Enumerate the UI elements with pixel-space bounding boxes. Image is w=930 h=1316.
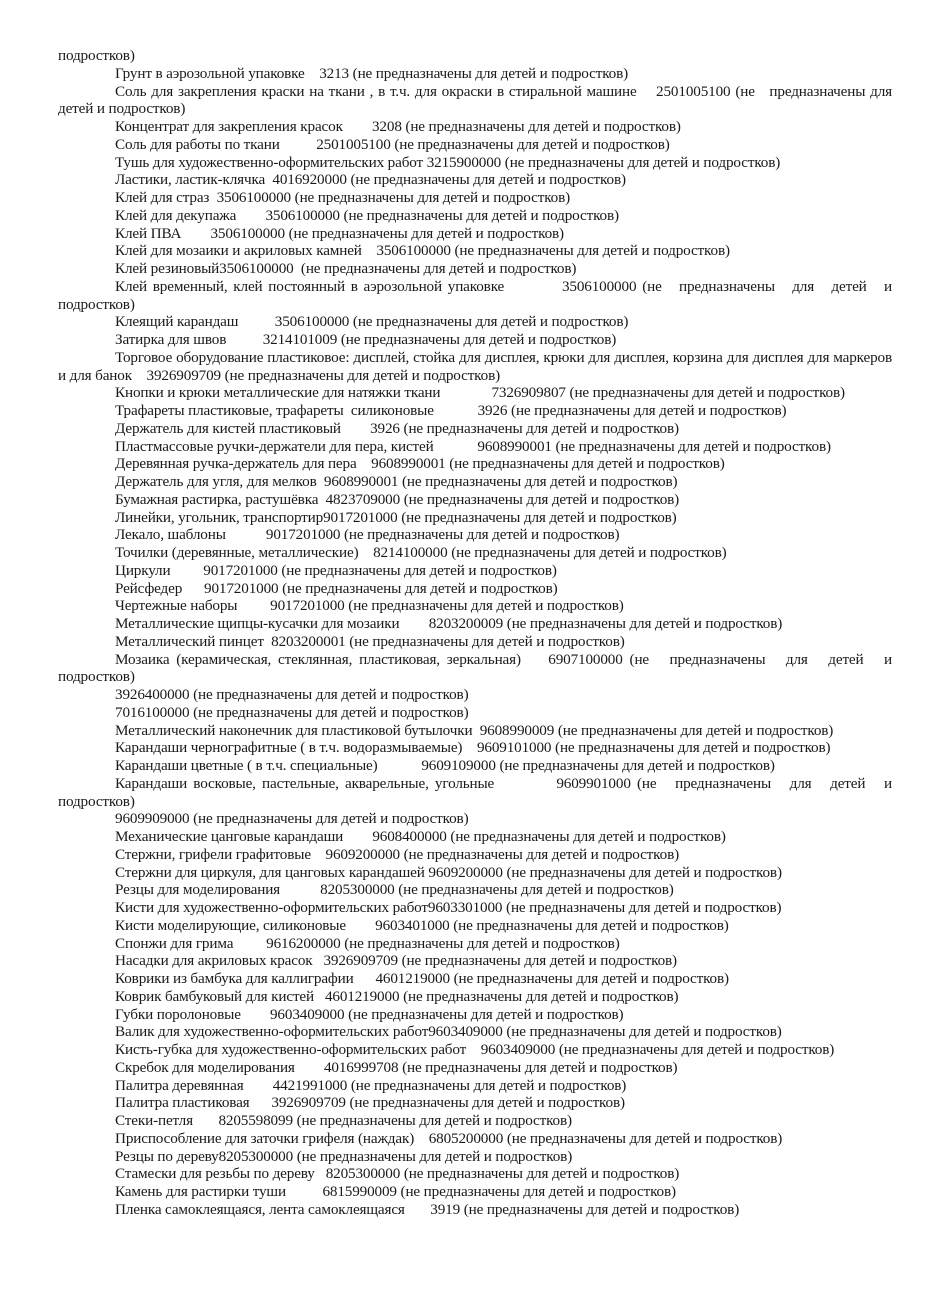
tn-ved-code: 9609109000 [421,757,496,774]
product-name: Трафареты пластиковые, трафареты силиконовые [115,402,434,419]
age-restriction-note: (не предназначены для детей и подростков) [58,650,896,686]
product-entry [58,491,892,509]
product-name: Металлические щипцы-кусачки для мозаики [115,615,400,632]
product-name: Коврик бамбуковый для кистей [115,987,314,1005]
age-restriction-note: (не предназначены для детей и подростков) [569,384,845,402]
product-name: Металлический пинцет [115,632,264,650]
age-restriction-note: (не предназначены для детей и подростков) [403,845,679,863]
product-name: Точилки (деревянные, металлические) [115,544,359,561]
product-entry [58,260,892,278]
age-restriction-note: (не предназначены для детей и подростков) [281,561,557,579]
product-name: Соль для работы по ткани [115,135,280,153]
product-entry [58,810,892,828]
spacer [193,1112,219,1129]
product-entry [58,757,892,775]
product-entry [58,704,892,722]
spacer [354,970,376,987]
spacer [414,1130,429,1147]
tn-ved-code: 9603401000 [375,916,450,934]
age-restriction-note: (не предназначены для детей и подростков) [454,242,730,260]
tn-ved-code: 6805200000 [428,1129,504,1147]
age-restriction-note: (не предназначены для детей и подростков) [348,1005,624,1023]
tn-ved-code: 6815990009 [322,1183,397,1200]
tn-ved-code: 7326909807 [491,384,566,402]
product-name: Клей для мозаики и акриловых камней [115,242,362,260]
product-name: Резцы по дереву [115,1147,219,1165]
spacer [286,1183,322,1200]
tn-ved-code: 9017201000 [203,561,278,579]
age-restriction-note: (не предназначены для детей и подростков) [504,153,781,171]
product-name: Клей временный, клей постоянный в аэрозольной упаковке [115,277,505,295]
product-name: Клей для страз [115,189,210,206]
product-entry [58,207,892,225]
spacer [362,242,377,259]
product-name: Клей ПВА [115,224,182,242]
tn-ved-code: 9616200000 [266,934,341,952]
product-entry [58,1148,892,1166]
product-entry [58,970,892,988]
age-restriction-note: (не предназначены для детей и подростков) [398,881,674,899]
spacer [504,278,562,295]
spacer [318,491,325,508]
age-restriction-note: (не предназначены для детей и подростков) [193,810,469,828]
tn-ved-code: 4823709000 [325,490,401,508]
product-entry [58,225,892,243]
product-entry [58,1130,892,1148]
spacer [357,455,372,472]
spacer [378,757,422,774]
continuation-line: подростков) [58,47,135,64]
tn-ved-code: 9017201000 [270,597,345,615]
age-restriction-note: (не предназначены для детей и подростков) [555,437,831,455]
spacer [170,562,203,579]
spacer [494,775,556,792]
age-restriction-note: (не предназначены для детей и подростков) [348,597,624,615]
product-entry [58,1023,892,1041]
product-entry [58,171,892,189]
product-name: Стержни для циркуля, для цанговых карандашей [115,863,425,881]
product-entry [58,686,892,704]
tn-ved-code: 2501005100 [656,82,731,100]
spacer [315,1165,326,1182]
product-name: Стержни, грифели графитовые [115,845,311,863]
age-restriction-note: (не предназначены для детей и подростков) [340,331,617,348]
document-page [58,47,896,1219]
tn-ved-code: 3926400000 [115,686,190,703]
age-restriction-note: (не предназначены для детей и подростков) [58,774,896,810]
product-name: Металлический наконечник для пластиковой бутылочки [115,721,473,739]
spacer [295,1059,324,1076]
tn-ved-code: 3506100000 [219,260,294,277]
product-entry [58,615,892,633]
product-name: Насадки для акриловых красок [115,952,313,970]
tn-ved-code: 3208 [371,118,402,135]
spacer [238,313,274,330]
product-name: Карандаши восковые, пастельные, акварельные, угольные [115,774,495,792]
product-entry [58,935,892,953]
spacer [434,402,478,419]
product-name: Деревянная ручка-держатель для пера [115,455,357,473]
tn-ved-code: 9609101000 [476,739,552,757]
product-entry [58,455,892,473]
tn-ved-code: 9609909000 [115,810,190,828]
product-entry [58,1041,892,1059]
product-name: Грунт в аэрозольной упаковке [115,64,305,82]
product-name: Спонжи для грима [115,934,234,952]
tn-ved-code: 8205598099 [218,1112,293,1129]
spacer [241,1006,270,1023]
tn-ved-code: 7016100000 [115,703,190,721]
product-name: Камень для растирки туши [115,1183,286,1200]
product-entry [58,1006,892,1024]
product-name: Карандаши чернографитные ( в т.ч. водоразмываемые) [115,739,463,757]
tn-ved-code: 9603409000 [269,1005,345,1023]
product-name: Кнопки и крюки металлические для натяжки ткани [115,384,441,402]
product-entry [58,864,892,882]
tn-ved-code: 8203200001 [271,632,346,650]
product-name: Ластики, ластик-клячка [115,171,266,189]
product-entry [58,1059,892,1077]
tn-ved-code: 4016999708 [323,1058,399,1076]
tn-ved-code: 9017201000 [323,508,398,526]
product-entry [58,313,892,331]
product-entry [58,988,892,1006]
spacer [237,597,270,614]
product-entry [58,1112,892,1130]
product-name: Палитра пластиковая [115,1094,250,1112]
product-name: Держатель для угля, для мелков [115,473,317,490]
age-restriction-note: (не предназначены для детей и подростков) [282,579,558,597]
age-restriction-note: (не предназначены для детей и подростков) [506,899,782,916]
age-restriction-note: (не предназначены для детей и подростков) [349,1094,625,1112]
product-entry [58,189,892,207]
product-entry [58,633,892,651]
product-entry [58,402,892,420]
product-name: Карандаши цветные ( в т.ч. специальные) [115,757,378,774]
product-name: Тушь для художественно-оформительских работ [115,153,424,171]
tn-ved-code: 9608400000 [372,828,447,845]
tn-ved-code: 3506100000 [265,206,340,224]
product-entry [58,526,892,544]
product-name: Клей для декупажа [115,206,237,224]
age-restriction-note: (не предназначены для детей и подростков) [463,1200,740,1218]
spacer [244,1077,273,1094]
product-entry [58,722,892,740]
product-entry [58,118,892,136]
tn-ved-code: 3213 [319,64,349,82]
tn-ved-code: 3506100000 [210,224,285,242]
age-restriction-note: (не предназначены для детей и подростков) [352,313,629,331]
product-name: Палитра деревянная [115,1076,244,1094]
product-name: Торговое оборудование пластиковое: дисплей, стойка для дисплея, крюки для дисплея, корзина для дисплея для маркеров и для банок [58,348,896,384]
product-name: Мозаика (керамическая, стеклянная, пластиковая, зеркальная) [115,650,521,668]
product-name: Стамески для резьбы по дереву [115,1165,315,1183]
spacer [313,952,324,969]
age-restriction-note: (не предназначены для детей и подростков) [453,970,729,987]
age-restriction-note: (не предназначены для детей и подростков) [296,1112,572,1129]
age-restriction-note: (не предназначены для детей и подростков) [401,508,677,526]
spacer [341,420,370,437]
product-name: Кисть-губка для художественно-оформительских работ [115,1041,467,1058]
product-entry [58,65,892,83]
product-name: Резцы для моделирования [115,881,281,899]
product-entry [58,846,892,864]
product-entry [58,1094,892,1112]
tn-ved-code: 2501005100 [316,135,391,153]
product-entry [58,82,896,119]
product-list [58,64,896,1219]
tn-ved-code: 9603409000 [428,1023,503,1041]
product-entry [58,917,892,935]
spacer [226,526,266,543]
spacer [440,384,491,401]
product-entry [58,881,892,899]
age-restriction-note: (не предназначены для детей и подростков) [403,419,679,437]
product-entry [58,348,896,385]
age-restriction-note: (не предназначены для детей и подростков) [403,490,680,508]
age-restriction-note: (не предназначены для детей и подростков) [506,1129,783,1147]
product-entry [58,580,892,598]
age-restriction-note: (не предназначены для детей и подростков) [349,632,625,650]
tn-ved-code: 3506100000 [274,313,350,331]
spacer [236,207,265,224]
product-entry [58,544,892,562]
age-restriction-note: (не предназначены для детей и подростков) [344,526,620,544]
tn-ved-code: 9017201000 [204,579,279,597]
product-entry [58,650,896,687]
age-restriction-note: (не предназначены для детей и подростков) [511,402,787,419]
age-restriction-note: (не предназначены для детей и подростков) [343,206,619,224]
tn-ved-code: 4016920000 [272,171,347,189]
tn-ved-code: 3926 [370,419,400,437]
spacer [233,935,266,952]
tn-ved-code: 4601219000 [375,970,450,987]
age-restriction-note: (не предназначены для детей и подростков) [350,171,626,189]
tn-ved-code: 9608990001 [371,455,446,473]
age-restriction-note: (не предназначены для детей и подростков) [506,1023,782,1041]
tn-ved-code: 3506100000 [216,189,292,206]
tn-ved-code: 3214101009 [262,331,338,348]
product-entry [58,277,896,314]
tn-ved-code: 6907100000 [548,650,623,668]
product-entry [58,739,892,757]
product-name: Приспособление для заточки грифеля (наждак) [115,1129,415,1147]
tn-ved-code: 8205300000 [325,1165,401,1183]
tn-ved-code: 9609200000 [325,845,400,863]
product-name: Скребок для моделирования [115,1058,295,1076]
spacer [305,65,320,82]
tn-ved-code: 9017201000 [265,526,341,544]
age-restriction-note: (не предназначены для детей и подростков) [557,721,834,739]
age-restriction-note: (не предназначены для детей и подростков) [58,277,896,313]
product-entry [58,562,892,580]
tn-ved-code: 8205300000 [218,1147,294,1165]
spacer [182,580,204,597]
age-restriction-note: (не предназначены для детей и подростков) [403,1165,680,1183]
product-name: Затирка для швов [115,331,227,348]
product-entry [58,828,892,846]
spacer [521,651,548,668]
age-restriction-note: (не предназначены для детей и подростков) [224,366,501,384]
age-restriction-note: (не предназначены для детей и подростков) [403,987,679,1005]
age-restriction-note: (не предназначены для детей и подростков) [344,934,620,952]
age-restriction-note: (не предназначены для детей и подростков) [297,260,577,277]
product-name: Губки поролоновые [115,1005,241,1023]
tn-ved-code: 9608990009 [479,721,555,739]
spacer [343,118,372,135]
product-entry [58,952,892,970]
product-name: Валик для художественно-оформительских работ [115,1023,429,1041]
age-restriction-note: (не предназначены для детей и подростков) [193,703,469,721]
age-restriction-note: (не предназначены для детей и подростков) [288,224,564,242]
spacer [434,438,478,455]
spacer [637,83,656,100]
spacer [311,846,326,863]
tn-ved-code: 9608990001 [477,437,552,455]
product-name: Лекало, шаблоны [115,526,226,544]
tn-ved-code: 3926 [477,402,508,419]
age-restriction-note: (не предназначены для детей и подростков) [402,1058,678,1076]
age-restriction-note: (не предназначены для детей и подростков) [400,1183,676,1200]
product-name: Механические цанговые карандаши [115,828,344,845]
product-name: Циркули [115,561,171,579]
tn-ved-code: 4421991000 [272,1076,348,1094]
product-name: Держатель для кистей пластиковый [115,419,341,437]
product-name: Кисти моделирующие, силиконовые [115,916,346,934]
product-name: Пластмассовые ручки-держатели для пера, кистей [115,437,434,455]
product-name: Концентрат для закрепления красок [115,118,343,135]
spacer [462,739,477,756]
age-restriction-note: (не предназначены для детей и подростков) [506,615,783,632]
spacer [280,136,316,153]
product-entry [58,242,892,260]
product-entry [58,899,892,917]
tn-ved-code: 3926909709 [323,952,398,970]
product-name: Чертежные наборы [115,597,238,615]
tn-ved-code: 8205300000 [320,881,395,899]
product-entry [58,1077,892,1095]
tn-ved-code: 9609200000 [428,863,503,881]
tn-ved-code: 4601219000 [324,987,400,1005]
age-restriction-note: (не предназначены для детей и подростков) [58,82,896,118]
product-name: Пленка самоклеящаяся, лента самоклеящаяся [115,1200,405,1218]
spacer [181,225,210,242]
age-restriction-note: (не предназначены для детей и подростков) [402,473,678,490]
product-entry [58,1201,892,1219]
spacer [400,615,429,632]
product-entry [58,473,892,491]
spacer [405,1201,431,1218]
spacer [358,544,373,561]
tn-ved-code: 3506100000 [561,277,637,295]
product-name: Рейсфедер [115,579,183,597]
product-name: Бумажная растирка, растушёвка [115,490,319,508]
tn-ved-code: 9609901000 [556,774,631,792]
tn-ved-code: 3919 [430,1200,461,1218]
product-name: Клеящий карандаш [115,313,239,331]
tn-ved-code: 8214100000 [373,544,448,561]
product-name: Соль для закрепления краски на ткани , в т.ч. для окраски в стиральной машине [115,82,637,100]
age-restriction-note: (не предназначены для детей и подростков) [193,686,469,703]
product-name: Коврики из бамбука для каллиграфии [115,970,354,987]
spacer [343,828,372,845]
age-restriction-note: (не предназначены для детей и подростков) [450,828,726,845]
product-name: Стеки-петля [115,1112,193,1129]
spacer [226,331,262,348]
age-restriction-note: (не предназначены для детей и подростков) [401,952,677,970]
product-entry [58,597,892,615]
age-restriction-note: (не предназначены для детей и подростков) [350,1076,627,1094]
product-entry [58,154,892,172]
age-restriction-note: (не предназначены для детей и подростков) [558,1041,835,1058]
spacer [472,722,479,739]
spacer [209,189,216,206]
tn-ved-code: 9608990001 [323,473,399,490]
tn-ved-code: 9603409000 [480,1041,556,1058]
product-entry [58,331,892,349]
age-restriction-note: (не предназначены для детей и подростков) [405,118,681,135]
age-restriction-note: (не предназначены для детей и подростков) [449,455,725,473]
product-entry [58,420,892,438]
product-name: Кисти для художественно-оформительских работ [115,899,428,916]
tn-ved-code: 3506100000 [376,242,451,260]
tn-ved-code: 8203200009 [428,615,504,632]
product-name: Линейки, угольник, транспортир [115,508,324,526]
age-restriction-note: (не предназначены для детей и подростков) [451,544,727,561]
product-name: Клей резиновый [115,260,220,277]
spacer [280,881,320,898]
product-entry [58,136,892,154]
age-restriction-note: (не предназначены для детей и подростков) [499,757,775,774]
tn-ved-code: 3215900000 [426,153,502,171]
age-restriction-note: (не предназначены для детей и подростков) [555,739,831,757]
spacer [132,367,147,384]
tn-ved-code: 3926909709 [271,1094,346,1112]
product-entry [58,384,892,402]
spacer [346,917,375,934]
age-restriction-note: (не предназначены для детей и подростков) [506,863,782,881]
age-restriction-note: (не предназначены для детей и подростков) [453,916,729,934]
spacer [466,1041,481,1058]
age-restriction-note: (не предназначены для детей и подростков) [352,64,629,82]
age-restriction-note: (не предназначены для детей и подростков) [294,189,571,206]
spacer [314,988,325,1005]
tn-ved-code: 9603301000 [427,899,503,916]
product-entry [58,438,892,456]
product-entry [58,1165,892,1183]
age-restriction-note: (не предназначены для детей и подростков) [394,135,670,153]
product-entry [58,774,896,811]
age-restriction-note: (не предназначены для детей и подростков) [296,1147,573,1165]
tn-ved-code: 3926909709 [146,366,221,384]
product-entry [58,1183,892,1201]
spacer [250,1094,272,1111]
product-entry [58,509,892,527]
spacer [317,473,324,490]
